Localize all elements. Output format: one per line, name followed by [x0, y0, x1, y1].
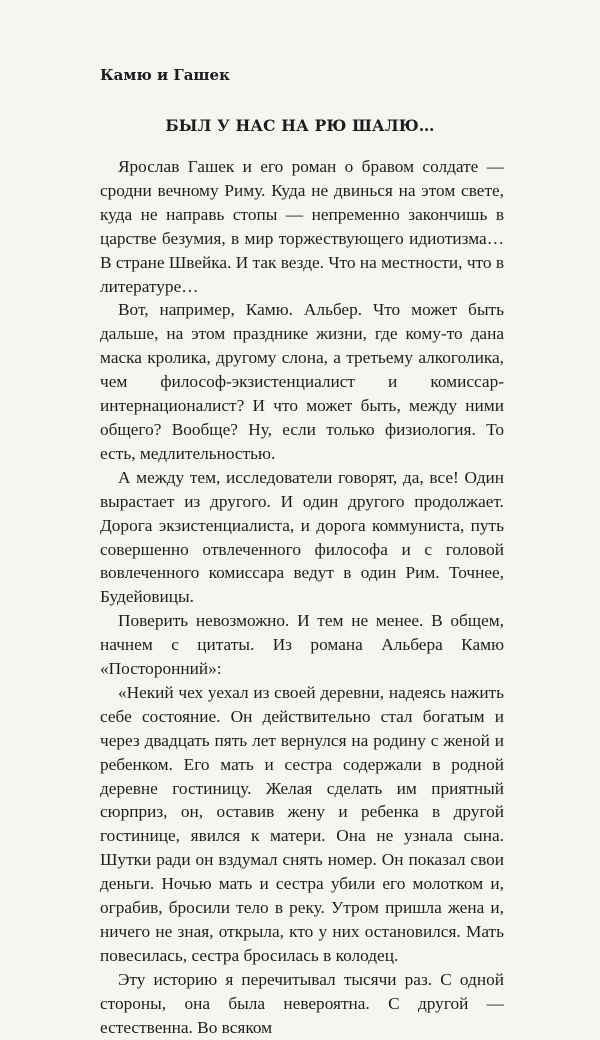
paragraph: Вот, например, Камю. Альбер. Что может быть дальше, на этом празднике жизни, где кому-то дана маска кролика, другому слона, а третьему алкоголика, чем философ-экзистенциалист и комиссар-интернационалист? И что может быть, между ними общего? Вообще? Ну, если только физиология. То есть, медлительностью.	[100, 300, 504, 463]
chapter-title: БЫЛ У НАС НА РЮ ШАЛЮ…	[165, 116, 435, 135]
body-text	[100, 155, 504, 1040]
paragraph: А между тем, исследователи говорят, да, все! Один вырастает из другого. И один другого продолжает. Дорога экзистенциалиста, и дорога коммуниста, путь совершенно отвлеченного философа и с головой вовлеченного комиссара ведут в один Рим. Точнее, Будейовицы.	[100, 467, 504, 607]
paragraph: Ярослав Гашек и его роман о бравом солдате — сродни вечному Риму. Куда не двинься на этом свете, куда не направь стопы — непременно закончишь в царстве безумия, в мир торжествующего идиотизма… В стране Швейка. И так везде. Что на местности, что в литературе…	[100, 157, 504, 296]
paragraph: «Некий чех уехал из своей деревни, надеясь нажить себе состояние. Он действительно стал богатым и через двадцать пять лет вернулся на родину с женой и ребенком. Его мать и сестра содержали в родной деревне гостиницу. Желая сделать им приятный сюрприз, он, оставив жену и ребенка в другой гостинице, явился к матери. Она не узнала сына. Шутки ради он вздумал снять номер. Он показал свои деньги. Ночью мать и сестра убили его молотком и, ограбив, бросили тело в реку. Утром пришла жена и, ничего не зная, открыла, кто у них остановился. Мать повесилась, сестра бросилась в колодец.	[100, 682, 504, 965]
paragraph: Поверить невозможно. И тем не менее. В общем, начнем с цитаты. Из романа Альбера Камю «Посторонний»:	[100, 611, 504, 679]
paragraph: Эту историю я перечитывал тысячи раз. С одной стороны, она была невероятна. С другой — естественна. Во всяком	[100, 969, 504, 1037]
running-head: Камю и Гашек	[100, 66, 230, 84]
